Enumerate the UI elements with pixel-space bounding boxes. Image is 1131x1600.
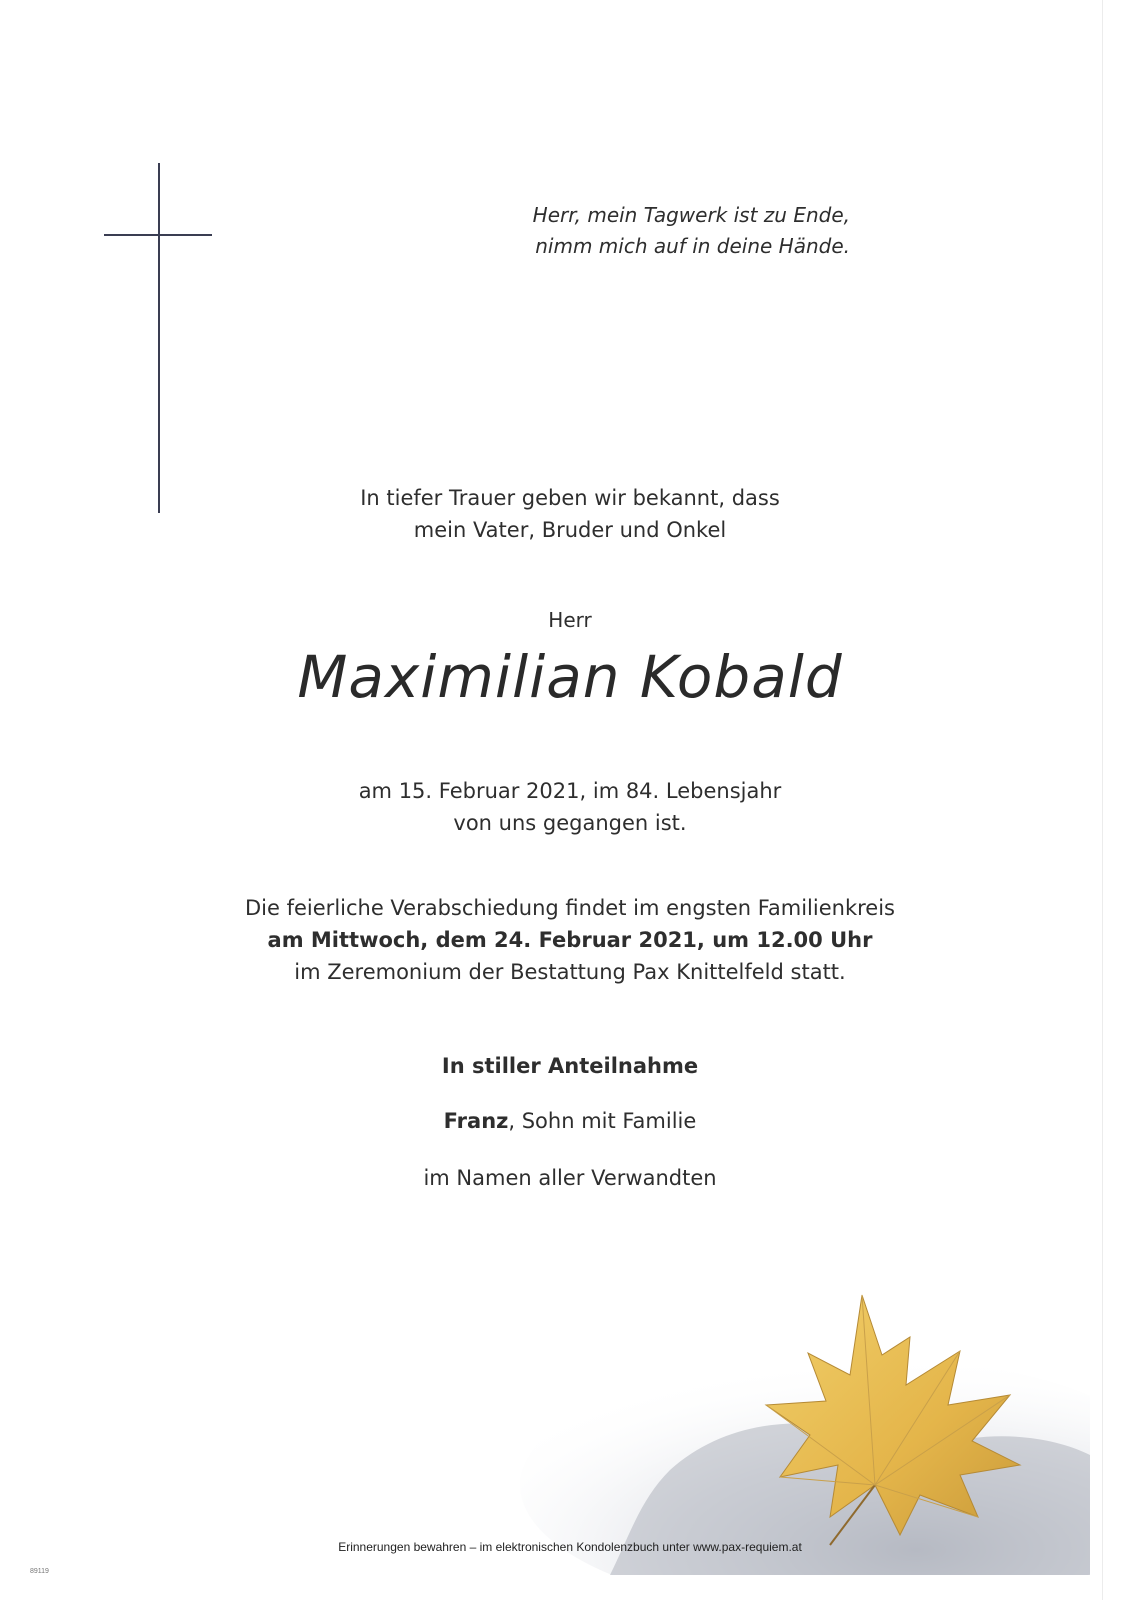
- verse-line-1: Herr, mein Tagwerk ist zu Ende,: [532, 203, 850, 227]
- maple-leaf-icon: [490, 1255, 1090, 1575]
- death-notice-line-1: am 15. Februar 2021, im 84. Lebensjahr: [358, 779, 782, 803]
- footer-condolence-link-text: Erinnerungen bewahren – im elektronischen Kondolenzbuch unter www.pax-requiem.at: [338, 1540, 802, 1554]
- cross-horizontal-bar: [104, 234, 212, 236]
- announcement: [140, 482, 1000, 546]
- signer-relation: , Sohn mit Familie: [508, 1109, 697, 1133]
- signer: [140, 1105, 1000, 1137]
- death-notice-line-2: von uns gegangen ist.: [453, 811, 687, 835]
- announcement-line-2: mein Vater, Bruder und Onkel: [413, 518, 727, 542]
- cross-vertical-bar: [158, 163, 160, 513]
- ceremony-line-1: Die feierliche Verabschiedung findet im engsten Familienkreis: [245, 896, 895, 920]
- page-edge: [1102, 0, 1103, 1600]
- announcement-line-1: In tiefer Trauer geben wir bekannt, dass: [360, 486, 780, 510]
- footer-code: 89119: [30, 1568, 49, 1575]
- verse-line-2: nimm mich auf in deine Hände.: [535, 234, 850, 258]
- signer-name: Franz: [443, 1109, 509, 1133]
- ceremony-line-3: im Zeremonium der Bestattung Pax Knittelfeld statt.: [294, 960, 846, 984]
- deceased-title: Herr: [548, 608, 592, 632]
- ceremony-date-time: am Mittwoch, dem 24. Februar 2021, um 12.00 Uhr: [267, 928, 873, 952]
- death-notice: [140, 775, 1000, 839]
- verse: [440, 200, 850, 262]
- ceremony-details: [140, 892, 1000, 988]
- deceased-name: Maximilian Kobald: [297, 643, 843, 711]
- closing-heading: In stiller Anteilnahme: [441, 1054, 699, 1078]
- relatives-line: im Namen aller Verwandten: [423, 1166, 717, 1190]
